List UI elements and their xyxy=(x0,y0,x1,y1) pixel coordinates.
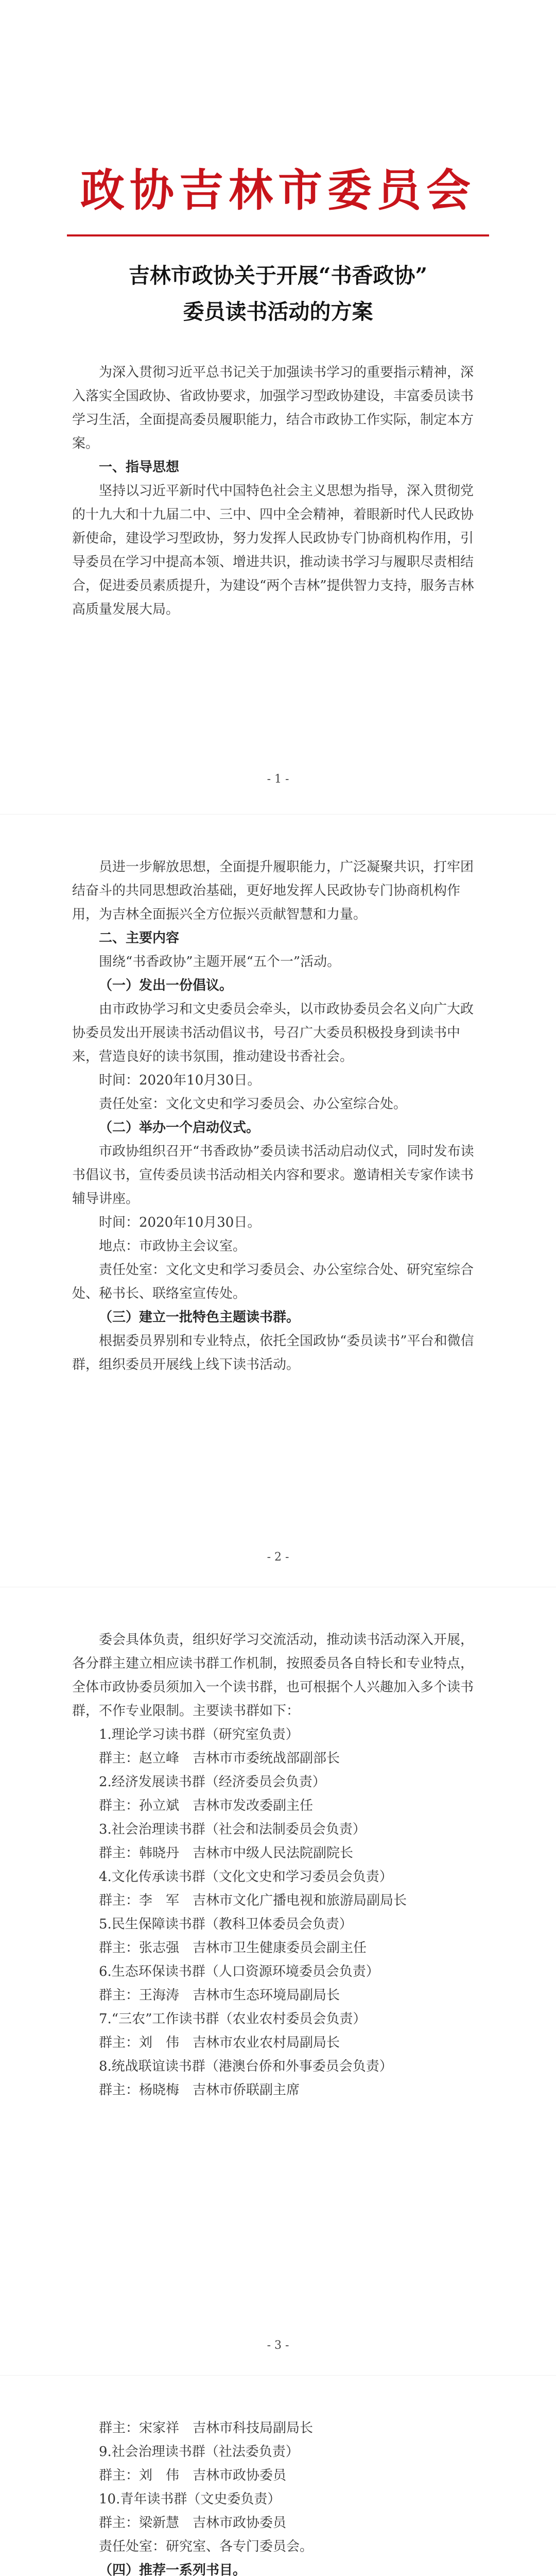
paragraph: 群主：杨晓梅 吉林市侨联副主席 xyxy=(99,2082,300,2098)
paragraph: 责任处室：文化文史和学习委员会、办公室综合处。 xyxy=(99,1096,407,1112)
page-divider xyxy=(0,2375,556,2376)
paragraph: 根据委员界别和专业特点，依托全国政协“委员读书”平台和微信群，组织委员开展线上线下读书活动。 xyxy=(72,1333,474,1372)
org-title: 政协吉林市委员会 xyxy=(80,165,476,216)
section-heading: （四）推荐一系列书目。 xyxy=(99,2563,247,2576)
paragraph: 员进一步解放思想，全面提升履职能力，广泛凝聚共识，打牢团结奋斗的共同思想政治基础，更好地发挥人民政协专门协商机构作用，为吉林全面振兴全方位振兴贡献智慧和力量。 xyxy=(72,859,474,922)
paragraph: 地点：市政协主会议室。 xyxy=(99,1239,247,1254)
paragraph: 时间：2020年10月30日。 xyxy=(99,1215,261,1230)
page-number-3: - 3 - xyxy=(267,2339,289,2352)
paragraph: 时间：2020年10月30日。 xyxy=(99,1073,261,1088)
paragraph: 为深入贯彻习近平总书记关于加强读书学习的重要指示精神，深入落实全国政协、省政协要求，加强学习型政协建设，丰富委员读书学习生活，全面提高委员履职能力，结合市政协工作实际，制定本方案。 xyxy=(72,365,474,451)
paragraph: 群主：赵立峰 吉林市市委统战部副部长 xyxy=(99,1751,340,1766)
paragraph: 群主：张志强 吉林市卫生健康委员会副主任 xyxy=(99,1940,367,1956)
paragraph: 围绕“书香政协”主题开展“五个一”活动。 xyxy=(99,954,341,970)
page-number-1: - 1 - xyxy=(267,773,289,786)
section-heading: 二、主要内容 xyxy=(99,930,180,946)
paragraph: 市政协组织召开“书香政协”委员读书活动启动仪式，同时发布读书倡议书，宣传委员读书活动相关内容和要求。邀请相关专家作读书辅导讲座。 xyxy=(72,1144,474,1207)
paragraph: 群主：梁新慧 吉林市政协委员 xyxy=(99,2515,287,2531)
document-title-line-2: 委员读书活动的方案 xyxy=(183,299,373,324)
paragraph: 群主：刘 伟 吉林市政协委员 xyxy=(99,2468,287,2483)
paragraph: 群主：宋家祥 吉林市科技局副局长 xyxy=(99,2420,314,2436)
paragraph: 群主：孙立斌 吉林市发改委副主任 xyxy=(99,1798,314,1814)
page-divider xyxy=(0,814,556,815)
paragraph: 3.社会治理读书群（社会和法制委员会负责） xyxy=(99,1822,366,1837)
page-1-body xyxy=(72,361,484,621)
paragraph: 5.民生保障读书群（教科卫体委员会负责） xyxy=(99,1917,353,1932)
paragraph: 坚持以习近平新时代中国特色社会主义思想为指导，深入贯彻党的十九大和十九届二中、三中、四中全会精神，着眼新时代人民政协新使命，建设学习型政协，努力发挥人民政协专门协商机构作用，引导委员在学习中提高本领、增进共识，推动读书学习与履职尽责相结合，促进委员素质提升，为建设“两个吉林”提供智力支持，服务吉林高质量发展大局。 xyxy=(72,483,474,617)
paragraph: 7.“三农”工作读书群（农业农村委员会负责） xyxy=(99,2011,367,2027)
page-2-body xyxy=(72,855,484,1377)
document-title xyxy=(67,258,489,330)
paragraph: 4.文化传承读书群（文化文史和学习委员会负责） xyxy=(99,1869,393,1885)
document-title-line-1: 吉林市政协关于开展“书香政协” xyxy=(128,263,428,288)
section-heading: （二）举办一个启动仪式。 xyxy=(99,1120,260,1136)
paragraph: 由市政协学习和文史委员会牵头，以市政协委员会名义向广大政协委员发出开展读书活动倡议书，号召广大委员积极投身到读书中来，营造良好的读书氛围，推动建设书香社会。 xyxy=(72,1002,474,1064)
section-heading: 一、指导思想 xyxy=(99,460,180,475)
paragraph: 群主：刘 伟 吉林市农业农村局副局长 xyxy=(99,2035,340,2050)
paragraph: 责任处室：研究室、各专门委员会。 xyxy=(99,2539,314,2554)
paragraph: 群主：王海涛 吉林市生态环境局副局长 xyxy=(99,1988,340,2003)
paragraph: 8.统战联谊读书群（港澳台侨和外事委员会负责） xyxy=(99,2059,393,2074)
section-heading: （三）建立一批特色主题读书群。 xyxy=(99,1310,300,1325)
paragraph: 2.经济发展读书群（经济委员会负责） xyxy=(99,1774,326,1790)
paragraph: 委会具体负责，组织好学习交流活动，推动读书活动深入开展，各分群主建立相应读书群工作机制，按照委员各自特长和专业特点，全体市政协委员须加入一个读书群，也可根据个人兴趣加入多个读书群，不作专业限制。主要读书群如下： xyxy=(72,1632,474,1719)
section-heading: （一）发出一份倡议。 xyxy=(99,978,233,993)
page-number-2: - 2 - xyxy=(267,1551,289,1564)
paragraph: 群主：韩晓丹 吉林市中级人民法院副院长 xyxy=(99,1845,354,1861)
paragraph: 6.生态环保读书群（人口资源环境委员会负责） xyxy=(99,1964,379,1979)
paragraph: 1.理论学习读书群（研究室负责） xyxy=(99,1727,299,1742)
paragraph: 10.青年读书群（文史委负责） xyxy=(99,2492,281,2507)
page-3-body xyxy=(72,1628,484,2102)
paragraph: 责任处室：文化文史和学习委员会、办公室综合处、研究室综合处、秘书长、联络室宣传处。 xyxy=(72,1262,474,1301)
page-4-body xyxy=(72,2416,484,2576)
paragraph: 群主：李 军 吉林市文化广播电视和旅游局副局长 xyxy=(99,1893,407,1908)
header-divider xyxy=(67,234,489,236)
paragraph: 9.社会治理读书群（社法委负责） xyxy=(99,2444,299,2460)
